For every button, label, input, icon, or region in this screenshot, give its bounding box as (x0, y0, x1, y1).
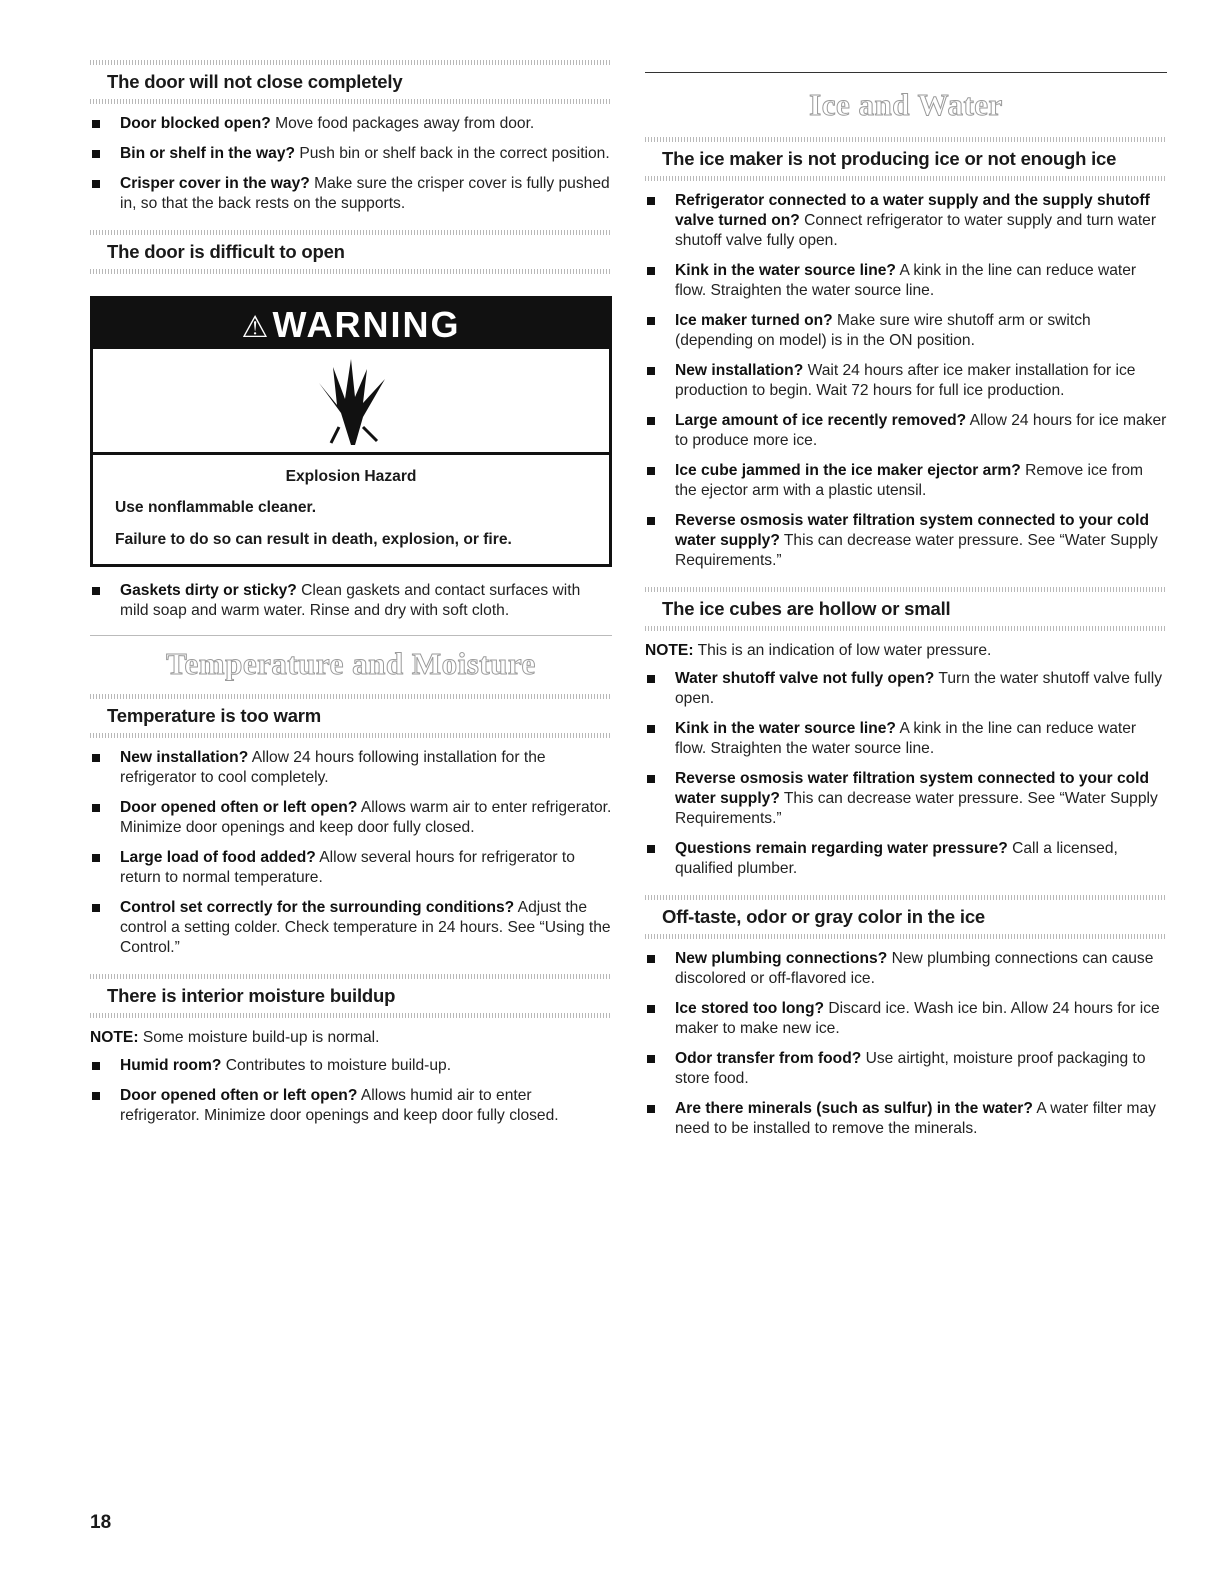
warning-line: Failure to do so can result in death, explosion, or fire. (115, 531, 512, 548)
subsection-heading: Temperature is too warm (107, 705, 322, 726)
bullet-list (645, 191, 1167, 571)
note: NOTE: This is an indication of low water pressure. (645, 642, 992, 659)
subsection-door-close (90, 60, 612, 104)
bullet-list (645, 669, 1167, 879)
divider (90, 974, 612, 979)
bullet-list (90, 748, 612, 958)
list-item: Questions remain regarding water pressure? Call a licensed, qualified plumber. (645, 839, 1167, 879)
list-item: Crisper cover in the way? Make sure the crisper cover is fully pushed in, so that the back rests on the supports. (90, 174, 612, 214)
list-item: Gaskets dirty or sticky? Clean gaskets and contact surfaces with mild soap and warm water. Rinse and dry with soft cloth. (90, 581, 612, 621)
warning-header (93, 299, 609, 349)
explosion-icon-area (93, 349, 609, 455)
list-item: Control set correctly for the surrounding conditions? Adjust the control a setting colder. Check temperature in 24 hours. See “Using the Control.” (90, 898, 612, 958)
bullet-list (645, 949, 1167, 1139)
right-column (645, 60, 1167, 1149)
list-item: Refrigerator connected to a water supply and the supply shutoff valve turned on? Connect refrigerator to water supply and turn water shutoff valve fully open. (645, 191, 1167, 251)
page-number: 18 (90, 1512, 112, 1533)
hazard-label: Explosion Hazard (285, 468, 417, 485)
divider (90, 733, 612, 738)
subsection-heading: The door will not close completely (107, 71, 403, 92)
divider (645, 137, 1167, 142)
list-item: Large load of food added? Allow several hours for refrigerator to return to normal temperature. (90, 848, 612, 888)
list-item: Water shutoff valve not fully open? Turn the water shutoff valve fully open. (645, 669, 1167, 709)
list-item: Humid room? Contributes to moisture build-up. (90, 1056, 612, 1076)
list-item: Reverse osmosis water filtration system connected to your cold water supply? This can decrease water pressure. See “Water Supply Requirements.” (645, 769, 1167, 829)
subsection-heading: The door is difficult to open (107, 241, 345, 262)
bullet-list (90, 581, 612, 621)
explosion-icon (311, 353, 391, 449)
note: NOTE: Some moisture build-up is normal. (90, 1029, 380, 1046)
list-item: Are there minerals (such as sulfur) in the water? A water filter may need to be installed to remove the minerals. (645, 1099, 1167, 1139)
subsection-heading: The ice maker is not producing ice or not enough ice (662, 148, 1117, 169)
list-item: New installation? Wait 24 hours after ice maker installation for ice production to begin. Wait 72 hours for full ice production. (645, 361, 1167, 401)
section-divider (645, 72, 1167, 73)
divider (90, 99, 612, 104)
bullet-list (90, 1056, 612, 1126)
warning-line: Use nonflammable cleaner. (115, 499, 317, 516)
list-item: Odor transfer from food? Use airtight, moisture proof packaging to store food. (645, 1049, 1167, 1089)
divider (645, 895, 1167, 900)
subsection-temp-warm (90, 694, 612, 738)
list-item: Large amount of ice recently removed? Allow 24 hours for ice maker to produce more ice. (645, 411, 1167, 451)
divider (90, 269, 612, 274)
divider (90, 230, 612, 235)
divider (645, 587, 1167, 592)
subsection-heading: The ice cubes are hollow or small (662, 598, 951, 619)
section-title: Ice and Water (809, 87, 1003, 122)
subsection-off-taste (645, 895, 1167, 939)
list-item: Door blocked open? Move food packages away from door. (90, 114, 612, 134)
section-divider (90, 635, 612, 636)
divider (90, 60, 612, 65)
subsection-heading: There is interior moisture buildup (107, 985, 396, 1006)
list-item: Ice cube jammed in the ice maker ejector arm? Remove ice from the ejector arm with a plastic utensil. (645, 461, 1167, 501)
list-item: Ice maker turned on? Make sure wire shutoff arm or switch (depending on model) is in the ON position. (645, 311, 1167, 351)
list-item: New installation? Allow 24 hours following installation for the refrigerator to cool completely. (90, 748, 612, 788)
list-item: Reverse osmosis water filtration system connected to your cold water supply? This can decrease water pressure. See “Water Supply Requirements.” (645, 511, 1167, 571)
section-title: Temperature and Moisture (166, 646, 536, 681)
warning-title: WARNING (272, 304, 461, 345)
subsection-heading: Off-taste, odor or gray color in the ice (662, 906, 985, 927)
subsection-not-producing (645, 137, 1167, 181)
divider (645, 176, 1167, 181)
left-column (90, 60, 612, 1136)
list-item: Ice stored too long? Discard ice. Wash ice bin. Allow 24 hours for ice maker to make new ice. (645, 999, 1167, 1039)
list-item: New plumbing connections? New plumbing connections can cause discolored or off-flavored ice. (645, 949, 1167, 989)
divider (90, 1013, 612, 1018)
list-item: Door opened often or left open? Allows humid air to enter refrigerator. Minimize door openings and keep door fully closed. (90, 1086, 612, 1126)
list-item: Door opened often or left open? Allows warm air to enter refrigerator. Minimize door openings and keep door fully closed. (90, 798, 612, 838)
warning-box (90, 296, 612, 567)
warning-body (93, 455, 609, 564)
divider (90, 694, 612, 699)
divider (645, 626, 1167, 631)
subsection-moisture (90, 974, 612, 1018)
warning-triangle-icon: ⚠ (241, 311, 271, 344)
list-item: Bin or shelf in the way? Push bin or shelf back in the correct position. (90, 144, 612, 164)
list-item: Kink in the water source line? A kink in the line can reduce water flow. Straighten the water source line. (645, 261, 1167, 301)
list-item: Kink in the water source line? A kink in the line can reduce water flow. Straighten the water source line. (645, 719, 1167, 759)
subsection-door-open (90, 230, 612, 274)
subsection-hollow (645, 587, 1167, 631)
divider (645, 934, 1167, 939)
bullet-list (90, 114, 612, 214)
